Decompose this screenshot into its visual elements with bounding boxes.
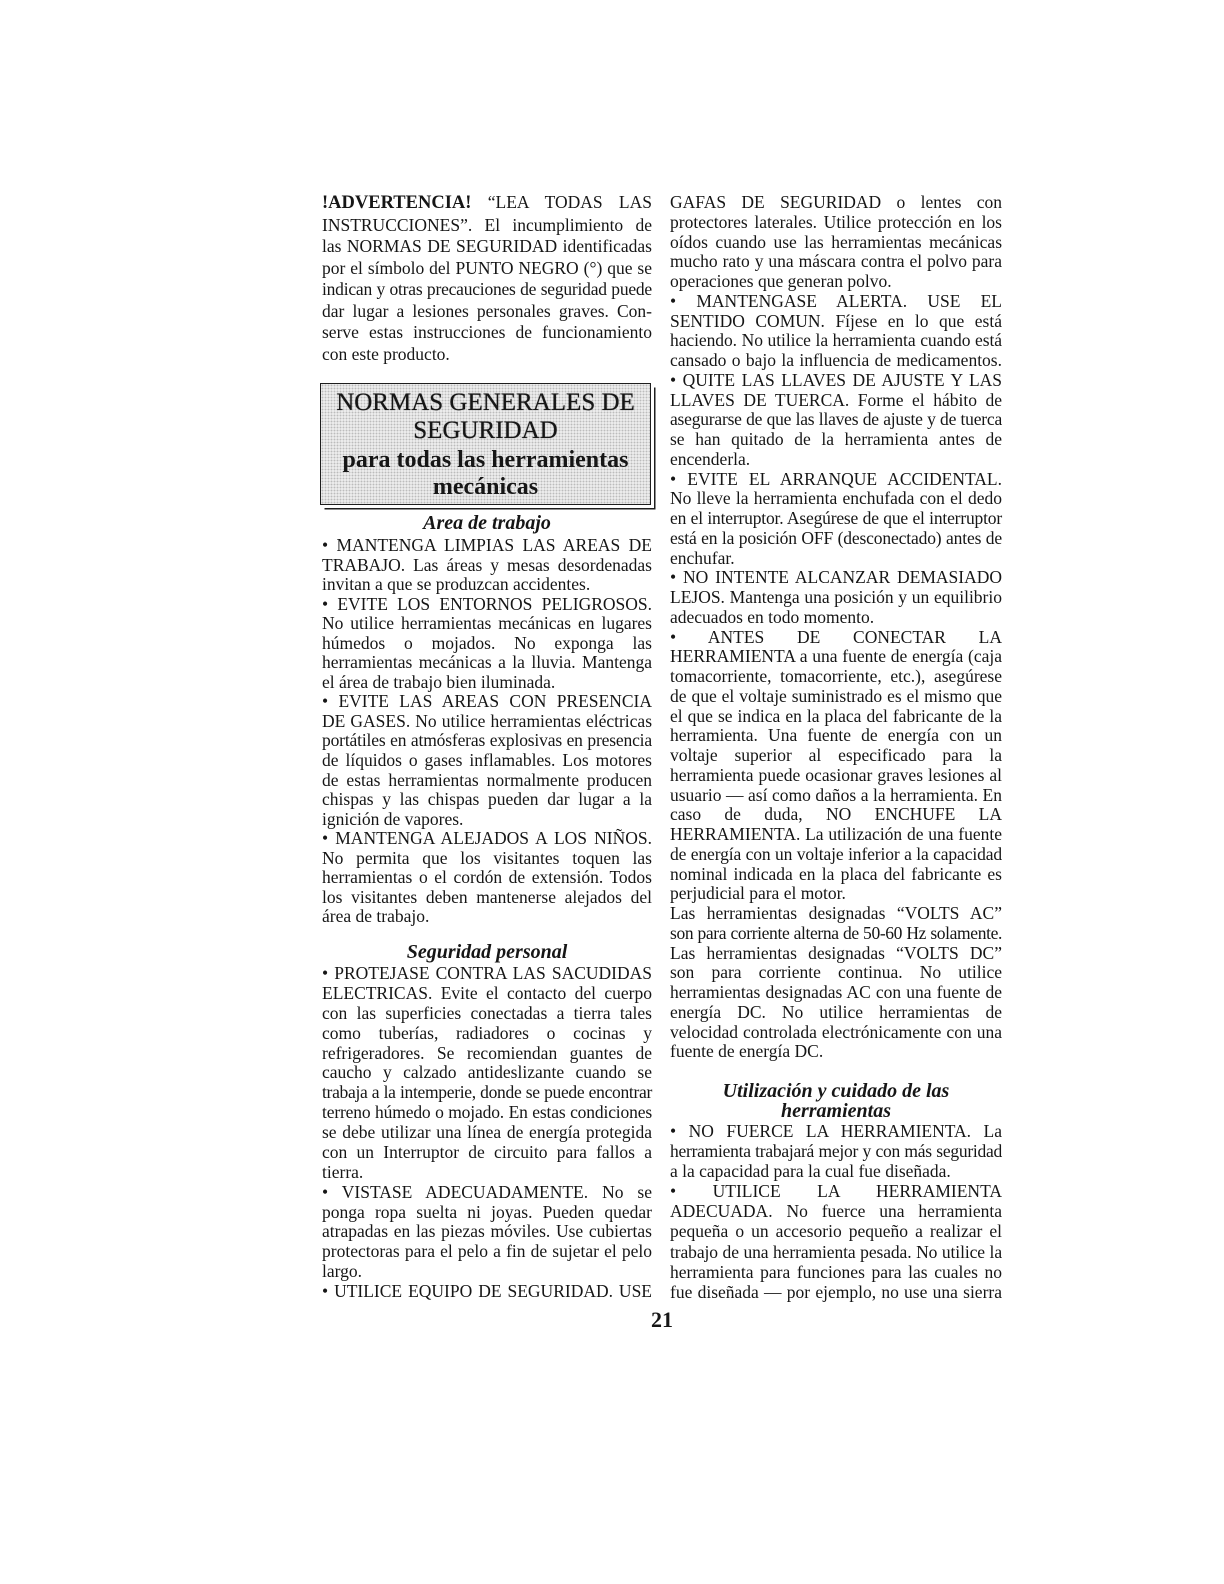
personal-safety-line: adecuados en todo momento. — [670, 606, 875, 627]
work-area-line: • EVITE LOS ENTORNOS PELIGROSOS. — [322, 593, 652, 614]
personal-safety-line: caso de duda, NO ENCHUFE LA — [670, 804, 1002, 825]
personal-safety-line: usuario — así como daños a la herramienta. En — [670, 784, 1002, 805]
personal-safety-line: • PROTEJASE CONTRA LAS SACUDIDAS — [322, 963, 652, 983]
tool-use-section — [670, 1121, 1002, 1302]
tool-use-line: a la capacidad para la cual fue diseñada. — [670, 1161, 951, 1182]
personal-safety-line: ELECTRICAS. Evite el contacto del cuerpo — [322, 982, 652, 1003]
personal-safety-line: protectores laterales. Utilice protección en los — [670, 211, 1002, 232]
work-area-line: No utilice herramientas mecánicas en lugares — [322, 613, 652, 634]
personal-safety-line: LEJOS. Mantenga una posición y un equilibrio — [670, 587, 1002, 607]
warning-line-text: “LEA TODAS LAS — [487, 192, 652, 212]
page-number: 21 — [651, 1307, 673, 1332]
work-area-line: • MANTENGA LIMPIAS LAS AREAS DE — [322, 535, 652, 555]
personal-safety-line: el que se indica en la placa del fabricante de la — [670, 705, 1002, 726]
personal-safety-line: encenderla. — [670, 448, 751, 469]
personal-safety-line: largo. — [322, 1261, 363, 1282]
personal-safety-line: • ANTES DE CONECTAR LA — [670, 626, 1002, 647]
personal-safety-line: HERRAMIENTA a una fuente de energía (caja — [670, 646, 1002, 667]
warning-line: dar lugar a lesiones personales graves. Con- — [322, 300, 652, 321]
section-heading-line: herramientas — [780, 1099, 892, 1122]
box-subtitle — [321, 447, 650, 501]
personal-safety-line: operaciones que generan polvo. — [670, 271, 892, 291]
warning-paragraph — [322, 192, 652, 365]
work-area-line: • EVITE LAS AREAS CON PRESENCIA — [322, 691, 652, 712]
personal-safety-line: voltaje superior al especificado para la — [670, 745, 1002, 765]
personal-safety-line: refrigeradores. Se recomiendan guantes de — [322, 1042, 652, 1063]
personal-safety-line: son para corriente alterna de 50-60 Hz solamente. — [670, 922, 1002, 943]
personal-safety-line: • EVITE EL ARRANQUE ACCIDENTAL. — [670, 468, 1002, 489]
personal-safety-line: se debe utilizar una línea de energía protegida — [322, 1122, 652, 1142]
personal-safety-line: oídos cuando use las herramientas mecánicas — [670, 231, 1002, 252]
box-title — [321, 389, 650, 445]
tool-use-line: herramienta trabajará mejor y con más seguridad — [670, 1141, 1002, 1162]
box-subtitle-line: mecánicas — [432, 474, 539, 500]
personal-safety-line: trabaja a la intemperie, donde se puede encontrar — [322, 1082, 652, 1103]
work-area-line: chispas y las chispas pueden dar lugar a la — [322, 789, 652, 810]
personal-safety-line: nominal indicada en la placa del fabricante es — [670, 863, 1002, 884]
tool-use-line: fue diseñada — por ejemplo, no use una sierra — [670, 1281, 1002, 1302]
tool-use-line: trabajo de una herramienta pesada. No utilice la — [670, 1241, 1002, 1262]
work-area-line: húmedos o mojados. No exponga las — [322, 632, 652, 653]
personal-safety-line: fuente de energía DC. — [670, 1041, 824, 1062]
personal-safety-line: LLAVES DE TUERCA. Forme el hábito de — [670, 389, 1002, 410]
work-area-line: portátiles en atmósferas explosivas en presencia — [322, 730, 652, 751]
personal-safety-line: está en la posición OFF (desconectado) antes de — [670, 527, 1002, 548]
personal-safety-line: • UTILICE EQUIPO DE SEGURIDAD. USE — [322, 1281, 652, 1301]
warning-line — [322, 192, 652, 215]
tool-use-line: ADECUADA. No fuerce una herramienta — [670, 1201, 1002, 1222]
personal-safety-line: herramienta puede ocasionar graves lesiones al — [670, 764, 1002, 785]
personal-safety-line: con un Interruptor de circuito para fallos a — [322, 1141, 652, 1162]
work-area-line: de líquidos o gases inflamables. Los motores — [322, 750, 652, 771]
personal-safety-line: • NO INTENTE ALCANZAR DEMASIADO — [670, 567, 1002, 588]
personal-safety-line: enchufar. — [670, 547, 735, 568]
personal-safety-line: GAFAS DE SEGURIDAD o lentes con — [670, 192, 1002, 212]
box-title-line: NORMAS GENERALES DE — [336, 389, 635, 416]
personal-safety-line: de energía con un voltaje inferior a la capacidad — [670, 843, 1002, 864]
personal-safety-line: perjudicial para el motor. — [670, 883, 846, 904]
personal-safety-line: haciendo. No utilice la herramienta cuando está — [670, 330, 1002, 351]
work-area-line: herramientas o el cordón de extensión. Todos — [322, 867, 652, 888]
work-area-line: ignición de vapores. — [322, 808, 464, 829]
section-heading-personal-safety: Seguridad personal — [406, 941, 568, 963]
work-area-line: área de trabajo. — [322, 906, 430, 927]
personal-safety-line: mucho rato y una máscara contra el polvo para — [670, 251, 1002, 272]
work-area-line: DE GASES. No utilice herramientas eléctricas — [322, 710, 652, 731]
personal-safety-line: herramientas designadas AC con una fuente de — [670, 982, 1002, 1002]
work-area-line: No permita que los visitantes toquen las — [322, 847, 652, 868]
work-area-line: los visitantes deben mantenerse alejados del — [322, 886, 652, 907]
work-area-line: TRABAJO. Las áreas y mesas desordenadas — [322, 554, 652, 575]
personal-safety-continued — [670, 193, 1002, 1062]
section-heading-line: Utilización y cuidado de las — [722, 1080, 950, 1102]
personal-safety-line: de que el voltaje suministrado es el mismo que — [670, 685, 1002, 706]
box-subtitle-line: para todas las herramientas — [342, 447, 629, 473]
personal-safety-line: • VISTASE ADECUADAMENTE. No se — [322, 1181, 652, 1202]
personal-safety-line: caucho y calzado antideslizante cuando se — [322, 1062, 652, 1083]
personal-safety-line: cansado o bajo la influencia de medicamentos. — [670, 350, 1002, 370]
personal-safety-line: asegurarse de que las llaves de ajuste y de tuerca — [670, 409, 1002, 430]
tool-use-line: • NO FUERCE LA HERRAMIENTA. La — [670, 1121, 1002, 1141]
personal-safety-line: No lleve la herramienta enchufada con el dedo — [670, 488, 1002, 509]
personal-safety-line: • MANTENGASE ALERTA. USE EL — [670, 290, 1002, 311]
warning-line: serve estas instrucciones de funcionamiento — [322, 322, 652, 342]
personal-safety-line: HERRAMIENTA. La utilización de una fuente — [670, 824, 1002, 844]
personal-safety-line: se han quitado de la herramienta antes de — [670, 429, 1002, 449]
tool-use-line: herramienta para funciones para las cuales no — [670, 1261, 1002, 1282]
box-title-line: SEGURIDAD — [413, 417, 558, 444]
tool-use-line: • UTILICE LA HERRAMIENTA — [670, 1181, 1002, 1202]
personal-safety-section — [322, 964, 652, 1302]
section-heading-tool-use — [670, 1082, 1002, 1121]
work-area-line: de estas herramientas normalmente producen — [322, 769, 652, 790]
work-area-line: el área de trabajo bien iluminada. — [322, 671, 556, 692]
warning-line: las NORMAS DE SEGURIDAD identificadas — [322, 236, 652, 256]
warning-label: !ADVERTENCIA! — [322, 193, 472, 213]
safety-rules-title-box — [320, 383, 651, 505]
personal-safety-line: energía DC. No utilice herramientas de — [670, 1001, 1002, 1022]
personal-safety-line: Las herramientas designadas “VOLTS DC” — [670, 942, 1002, 963]
section-heading-work-area: Area de trabajo — [423, 512, 551, 534]
work-area-section — [322, 536, 652, 927]
personal-safety-line: velocidad controlada electrónicamente con una — [670, 1021, 1002, 1042]
warning-line: INSTRUCCIONES”. El incumplimiento de — [322, 214, 652, 235]
personal-safety-line: como tuberías, radiadores o cocinas y — [322, 1022, 652, 1043]
personal-safety-line: terreno húmedo o mojado. En estas condiciones — [322, 1102, 652, 1123]
personal-safety-line: herramienta. Una fuente de energía con un — [670, 725, 1002, 746]
warning-line: por el símbolo del PUNTO NEGRO (°) que se — [322, 257, 652, 278]
personal-safety-line: ponga ropa suelta ni joyas. Pueden quedar — [322, 1201, 652, 1222]
personal-safety-line: son para corriente continua. No utilice — [670, 962, 1002, 983]
personal-safety-line: SENTIDO COMUN. Fíjese en lo que está — [670, 310, 1002, 331]
personal-safety-line: tomacorriente, tomacorriente, etc.), asegúrese — [670, 666, 1002, 686]
personal-safety-line: protectoras para el pelo a fin de sujetar el pelo — [322, 1241, 652, 1262]
tool-use-line: pequeña o un accesorio pequeño a realizar el — [670, 1221, 1002, 1242]
warning-line: indican y otras precauciones de seguridad puede — [322, 279, 652, 299]
personal-safety-line: • QUITE LAS LLAVES DE AJUSTE Y LAS — [670, 369, 1002, 390]
personal-safety-line: Las herramientas designadas “VOLTS AC” — [670, 903, 1002, 923]
personal-safety-line: en el interruptor. Asegúrese de que el interruptor — [670, 508, 1002, 528]
personal-safety-line: con las superficies conectadas a tierra tales — [322, 1002, 652, 1023]
personal-safety-line: atrapadas en las piezas móviles. Use cubiertas — [322, 1221, 652, 1242]
personal-safety-line: tierra. — [322, 1161, 364, 1182]
work-area-line: • MANTENGA ALEJADOS A LOS NIÑOS. — [322, 828, 652, 849]
work-area-line: invitan a que se produzcan accidentes. — [322, 574, 591, 595]
work-area-line: herramientas mecánicas a la lluvia. Mantenga — [322, 652, 652, 673]
warning-line: con este producto. — [322, 343, 450, 364]
